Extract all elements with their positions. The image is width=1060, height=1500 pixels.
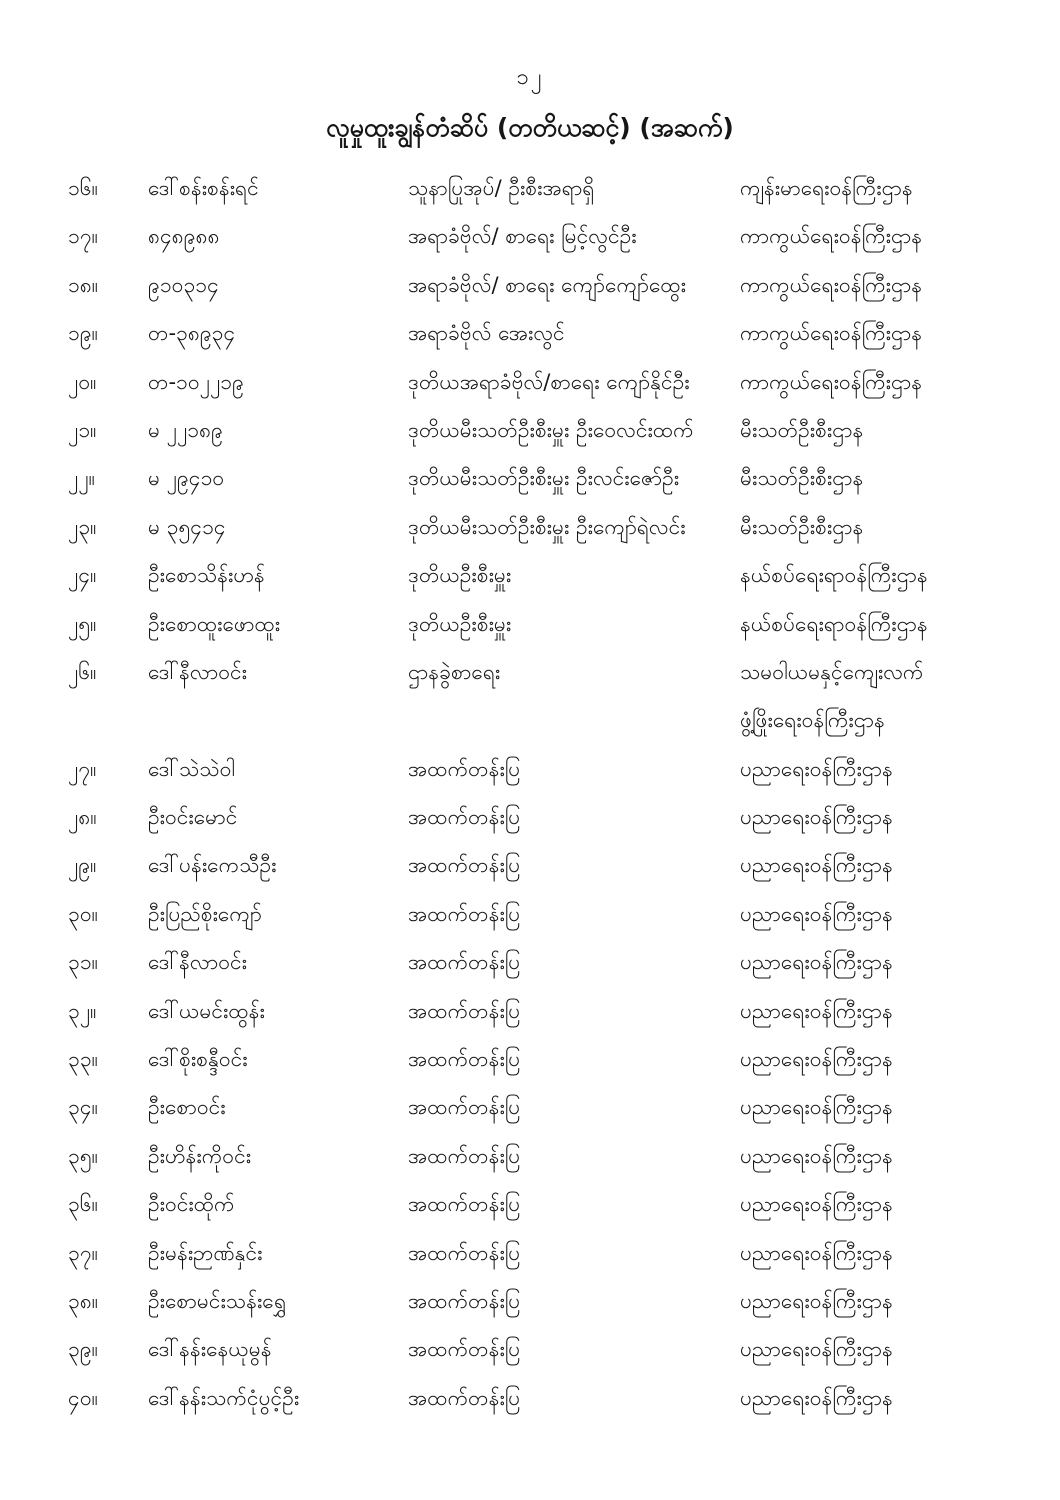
- row-number: ၂၀။: [68, 369, 97, 394]
- row-ministry: [740, 212, 1052, 260]
- row-name: တ-၁၀၂၂၁၉: [148, 369, 244, 394]
- row-number: ၂၃။: [68, 514, 97, 539]
- roster-table: [0, 164, 1060, 1422]
- row-number: ၃၈။: [68, 1289, 99, 1313]
- table-row: [0, 212, 1060, 260]
- table-row: [0, 261, 1060, 309]
- row-name: ဒေါ်စိုးစန္ဒီဝင်း: [148, 1047, 248, 1072]
- row-position: အထက်တန်းပြ: [408, 756, 521, 781]
- row-ministry-line1: ပညာရေးဝန်ကြီးဌာန: [740, 1337, 893, 1362]
- row-number: ၃၄။: [68, 1095, 98, 1120]
- row-position: အထက်တန်းပြ: [408, 1337, 521, 1362]
- row-ministry: [740, 309, 1052, 357]
- row-name: ဦးစောထူးဖောထူး: [148, 611, 281, 636]
- row-ministry: [740, 1277, 1052, 1325]
- table-row: [0, 1325, 1060, 1373]
- row-ministry: [740, 841, 1052, 889]
- row-number: ၂၄။: [68, 563, 97, 588]
- row-position: အရာခံဗိုလ်/ စာရေး ကျော်ကျော်ထွေး: [408, 272, 686, 297]
- row-number: ၃၅။: [68, 1143, 98, 1168]
- row-ministry-line1: နယ်စပ်ရေးရာဝန်ကြီးဌာန: [740, 563, 928, 588]
- row-ministry: [740, 503, 1052, 551]
- row-number: ၃၁။: [68, 950, 98, 975]
- row-name: ဒေါ်နန်းနေယုမွန်: [148, 1337, 272, 1362]
- row-name: ဦးဟိန်းကိုဝင်း: [148, 1143, 252, 1168]
- table-row: [0, 1229, 1060, 1277]
- table-row: [0, 648, 1060, 745]
- row-position: ဒုတိယမီးသတ်ဦးစီးမှူး ဦးဝေလင်းထက်: [408, 417, 694, 442]
- row-ministry-line1: ပညာရေးဝန်ကြီးဌာန: [740, 1289, 893, 1313]
- table-row: [0, 938, 1060, 986]
- row-ministry-line1: ပညာရေးဝန်ကြီးဌာန: [740, 1385, 893, 1410]
- table-row: [0, 600, 1060, 648]
- row-number: ၁၉။: [68, 321, 98, 346]
- row-number: ၃၇။: [68, 1240, 98, 1265]
- row-name: ဦးစောမင်းသန်းရွှေ: [148, 1289, 287, 1313]
- table-row: [0, 890, 1060, 938]
- row-ministry: [740, 1325, 1052, 1373]
- row-number: ၂၉။: [68, 853, 97, 878]
- row-ministry-line1: ပညာရေးဝန်ကြီးဌာန: [740, 1143, 893, 1168]
- row-ministry: [740, 164, 1052, 212]
- row-ministry: [740, 745, 1052, 793]
- table-row: [0, 1180, 1060, 1228]
- row-number: ၃၀။: [68, 901, 98, 926]
- row-position: ဒုတိယအရာခံဗိုလ်/စာရေး ကျော်နိုင်ဦး: [408, 369, 690, 394]
- row-position: အထက်တန်းပြ: [408, 1095, 521, 1120]
- row-ministry: [740, 938, 1052, 986]
- row-number: ၃၆။: [68, 1192, 98, 1217]
- row-position: ဒုတိယဦးစီးမှူး: [408, 611, 512, 636]
- row-position: အထက်တန်းပြ: [408, 853, 521, 878]
- row-ministry-line1: ကာကွယ်ရေးဝန်ကြီးဌာန: [740, 321, 923, 346]
- table-row: [0, 1132, 1060, 1180]
- row-number: ၂၆။: [68, 659, 97, 684]
- row-ministry-line1: ကာကွယ်ရေးဝန်ကြီးဌာန: [740, 224, 923, 249]
- row-ministry-line1: ပညာရေးဝန်ကြီးဌာန: [740, 1192, 893, 1217]
- row-ministry: [740, 454, 1052, 502]
- row-position: အထက်တန်းပြ: [408, 1385, 521, 1410]
- row-position: အထက်တန်းပြ: [408, 805, 521, 830]
- row-number: ၂၅။: [68, 611, 97, 636]
- row-name: ဒေါ်သဲသဲဝါ: [148, 756, 236, 781]
- row-ministry-line1: ကာကွယ်ရေးဝန်ကြီးဌာန: [740, 369, 923, 394]
- table-row: [0, 745, 1060, 793]
- row-ministry-line1: နယ်စပ်ရေးရာဝန်ကြီးဌာန: [740, 611, 928, 636]
- row-position: အထက်တန်းပြ: [408, 1047, 521, 1072]
- row-number: ၁၆။: [68, 176, 98, 200]
- row-ministry: [740, 358, 1052, 406]
- row-position: ဒုတိယမီးသတ်ဦးစီးမှူး ဦးကျော်ရဲလင်း: [408, 514, 686, 539]
- row-number: ၃၉။: [68, 1337, 98, 1362]
- row-name: ဒေါ်နီလာဝင်း: [148, 659, 247, 684]
- row-ministry: [740, 1083, 1052, 1131]
- row-name: မ ၂၉၄၁၀: [148, 466, 225, 491]
- row-position: သူနာပြုအုပ်/ ဦးစီးအရာရှိ: [408, 176, 595, 200]
- row-position: အထက်တန်းပြ: [408, 1240, 521, 1265]
- row-ministry: [740, 261, 1052, 309]
- row-ministry: [740, 1132, 1052, 1180]
- row-name: ဒေါ်နန်းသက်ငုံပွင့်ဦး: [148, 1385, 300, 1410]
- row-position: အရာခံဗိုလ်/ စာရေး မြင့်လွင်ဦး: [408, 224, 637, 249]
- row-ministry-line1: သမဝါယမနှင့်ကျေးလက်: [740, 659, 924, 684]
- row-name: ဦးဝင်းမောင်: [148, 805, 238, 830]
- page-title: လူမှုထူးချွန်တံဆိပ် (တတိယဆင့်) (အဆက်): [326, 113, 734, 142]
- row-ministry: [740, 1035, 1052, 1083]
- row-number: ၂၂။: [68, 466, 95, 491]
- row-ministry-line1: မီးသတ်ဦးစီးဌာန: [740, 466, 864, 491]
- table-row: [0, 793, 1060, 841]
- row-ministry-line2: ဖွံ့ဖြိုးရေးဝန်ကြီးဌာန: [740, 708, 885, 733]
- table-row: [0, 987, 1060, 1035]
- row-ministry-line1: ကျန်းမာရေးဝန်ကြီးဌာန: [740, 176, 913, 200]
- table-row: [0, 454, 1060, 502]
- row-number: ၃၃။: [68, 1047, 98, 1072]
- row-name: ဒေါ်ယမင်းထွန်း: [148, 998, 265, 1023]
- row-position: အထက်တန်းပြ: [408, 998, 521, 1023]
- row-ministry-line1: မီးသတ်ဦးစီးဌာန: [740, 417, 864, 442]
- row-name: ဦးပြည်စိုးကျော်: [148, 901, 262, 926]
- row-position: အထက်တန်းပြ: [408, 950, 521, 975]
- table-row: [0, 841, 1060, 889]
- row-position: ဌာနခွဲစာရေး: [408, 659, 501, 684]
- row-name: ဦးစောဝင်း: [148, 1095, 226, 1120]
- row-ministry-line1: ပညာရေးဝန်ကြီးဌာန: [740, 1240, 893, 1265]
- row-position: အထက်တန်းပြ: [408, 1143, 521, 1168]
- row-position: ဒုတိယမီးသတ်ဦးစီးမှူး ဦးလင်းဇော်ဦး: [408, 466, 680, 491]
- row-ministry-line1: ပညာရေးဝန်ကြီးဌာန: [740, 901, 893, 926]
- row-ministry-line1: ပညာရေးဝန်ကြီးဌာန: [740, 998, 893, 1023]
- row-ministry-line1: မီးသတ်ဦးစီးဌာန: [740, 514, 864, 539]
- row-number: ၁၇။: [68, 224, 98, 249]
- table-row: [0, 1374, 1060, 1422]
- table-row: [0, 1083, 1060, 1131]
- row-ministry: [740, 551, 1052, 599]
- row-ministry: [740, 1374, 1052, 1422]
- table-row: [0, 1277, 1060, 1325]
- row-number: ၂၈။: [68, 805, 97, 830]
- row-name: ဒေါ်နီလာဝင်း: [148, 950, 247, 975]
- row-ministry-line1: ကာကွယ်ရေးဝန်ကြီးဌာန: [740, 272, 923, 297]
- row-name: တ-၃၈၉၃၄: [148, 321, 236, 346]
- row-number: ၃၂။: [68, 998, 97, 1023]
- table-row: [0, 309, 1060, 357]
- row-ministry: [740, 987, 1052, 1035]
- row-ministry-line1: ပညာရေးဝန်ကြီးဌာန: [740, 853, 893, 878]
- row-ministry-line1: ပညာရေးဝန်ကြီးဌာန: [740, 1095, 893, 1120]
- row-position: ဒုတိယဦးစီးမှူး: [408, 563, 512, 588]
- row-name: ဒေါ်စန်းစန်းရင်: [148, 176, 259, 200]
- row-position: အထက်တန်းပြ: [408, 1192, 521, 1217]
- row-name: ဦးမန်းဉာဏ်နှင်း: [148, 1240, 263, 1265]
- row-name: ဦးဝင်းထိုက်: [148, 1192, 235, 1217]
- table-row: [0, 358, 1060, 406]
- row-number: ၄၀။: [68, 1385, 98, 1410]
- row-ministry: [740, 1229, 1052, 1277]
- row-number: ၁၈။: [68, 272, 99, 297]
- row-name: ၉၁၀၃၁၄: [148, 272, 219, 297]
- row-ministry: [740, 890, 1052, 938]
- row-position: အထက်တန်းပြ: [408, 1289, 521, 1313]
- row-ministry-line1: ပညာရေးဝန်ကြီးဌာန: [740, 756, 893, 781]
- row-number: ၂၇။: [68, 756, 97, 781]
- row-ministry: [740, 793, 1052, 841]
- table-row: [0, 1035, 1060, 1083]
- row-name: မ ၃၅၄၁၄: [148, 514, 226, 539]
- row-ministry-line1: ပညာရေးဝန်ကြီးဌာန: [740, 805, 893, 830]
- row-name: ၈၄၈၉၈၈: [148, 224, 220, 249]
- row-number: ၂၁။: [68, 417, 97, 442]
- row-ministry: [740, 600, 1052, 648]
- row-name: ဒေါ်ပန်းကေသီဦး: [148, 853, 277, 878]
- row-position: အထက်တန်းပြ: [408, 901, 521, 926]
- row-ministry: [740, 648, 1052, 745]
- row-ministry: [740, 1180, 1052, 1228]
- row-ministry-line1: ပညာရေးဝန်ကြီးဌာန: [740, 1047, 893, 1072]
- table-row: [0, 406, 1060, 454]
- row-ministry: [740, 406, 1052, 454]
- row-name: မ ၂၂၁၈၉: [148, 417, 223, 442]
- row-position: အရာခံဗိုလ် အေးလွင်: [408, 321, 565, 346]
- table-row: [0, 551, 1060, 599]
- row-name: ဦးစောသိန်းဟန်: [148, 563, 265, 588]
- table-row: [0, 503, 1060, 551]
- table-row: [0, 164, 1060, 212]
- row-ministry-line1: ပညာရေးဝန်ကြီးဌာန: [740, 950, 893, 975]
- page-number: ၁၂: [516, 65, 544, 90]
